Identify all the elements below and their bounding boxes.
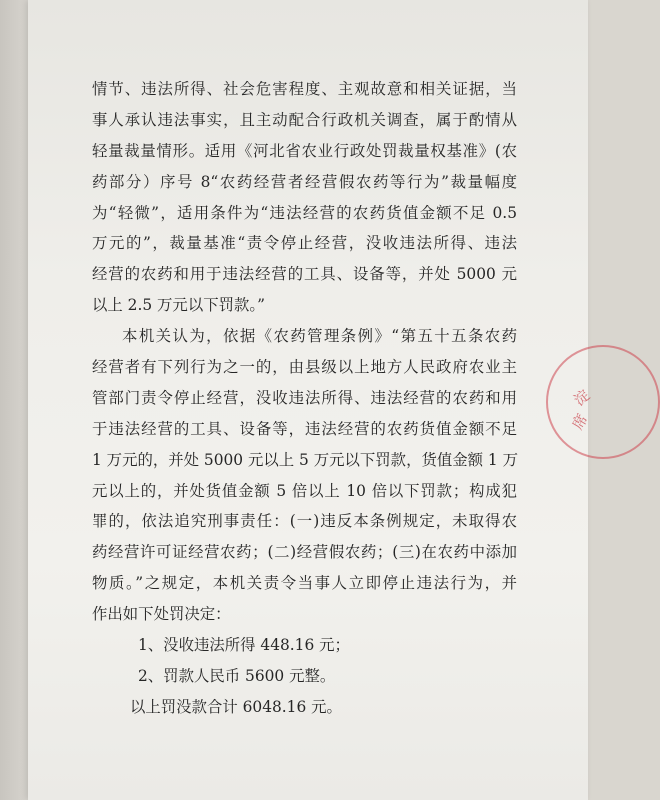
body-line: 为“轻微”，适用条件为“违法经营的农药货值金额不足 0.5	[92, 203, 517, 222]
body-line: 轻量裁量情形。适用《河北省农业行政处罚裁量权基准》(农	[92, 141, 517, 160]
seal-char: 淀	[570, 386, 594, 410]
body-line: 药经营许可证经营农药；(二)经营假农药；(三)在农药中添加	[92, 543, 517, 562]
document-body	[92, 74, 517, 723]
body-line: 以上 2.5 万元以下罚款。”	[92, 296, 265, 315]
body-line: 事人承认违法事实，且主动配合行政机关调查，属于酌情从	[92, 110, 517, 129]
body-line: 经营的农药和用于违法经营的工具、设备等，并处 5000 元	[92, 265, 517, 284]
body-line: 罪的，依法追究刑事责任：(一)违反本条例规定，未取得农	[92, 512, 517, 531]
body-line: 元以上的，并处货值金额 5 倍以上 10 倍以下罚款；构成犯	[92, 481, 517, 500]
page-shadow	[0, 0, 28, 800]
body-line: 1 万元的，并处 5000 元以上 5 万元以下罚款，货值金额 1 万	[92, 450, 518, 469]
body-line: 作出如下处罚决定：	[92, 605, 231, 624]
body-line: 万元的”，裁量基准“责令停止经营，没收违法所得、违法	[92, 234, 517, 253]
document-page	[28, 0, 594, 800]
body-line: 物质。”之规定，本机关责令当事人立即停止违法行为，并	[92, 574, 517, 593]
official-seal	[546, 345, 660, 459]
body-line: 本机关认为，依据《农药管理条例》“第五十五条农药	[122, 327, 517, 346]
body-line: 管部门责令停止经营，没收违法所得、违法经营的农药和用	[92, 388, 517, 407]
decision-item: 2、罚款人民币 5600 元整。	[138, 666, 336, 685]
body-line: 药部分）序号 8“农药经营者经营假农药等行为”裁量幅度	[92, 172, 517, 191]
seal-char: 席	[568, 410, 592, 433]
body-line: 经营者有下列行为之一的，由县级以上地方人民政府农业主	[92, 358, 517, 377]
body-line: 情节、违法所得、社会危害程度、主观故意和相关证据，当	[92, 80, 517, 98]
decision-total: 以上罚没款合计 6048.16 元。	[130, 697, 342, 716]
decision-item: 1、没收违法所得 448.16 元；	[138, 636, 350, 655]
body-line: 于违法经营的工具、设备等，违法经营的农药货值金额不足	[92, 419, 517, 438]
